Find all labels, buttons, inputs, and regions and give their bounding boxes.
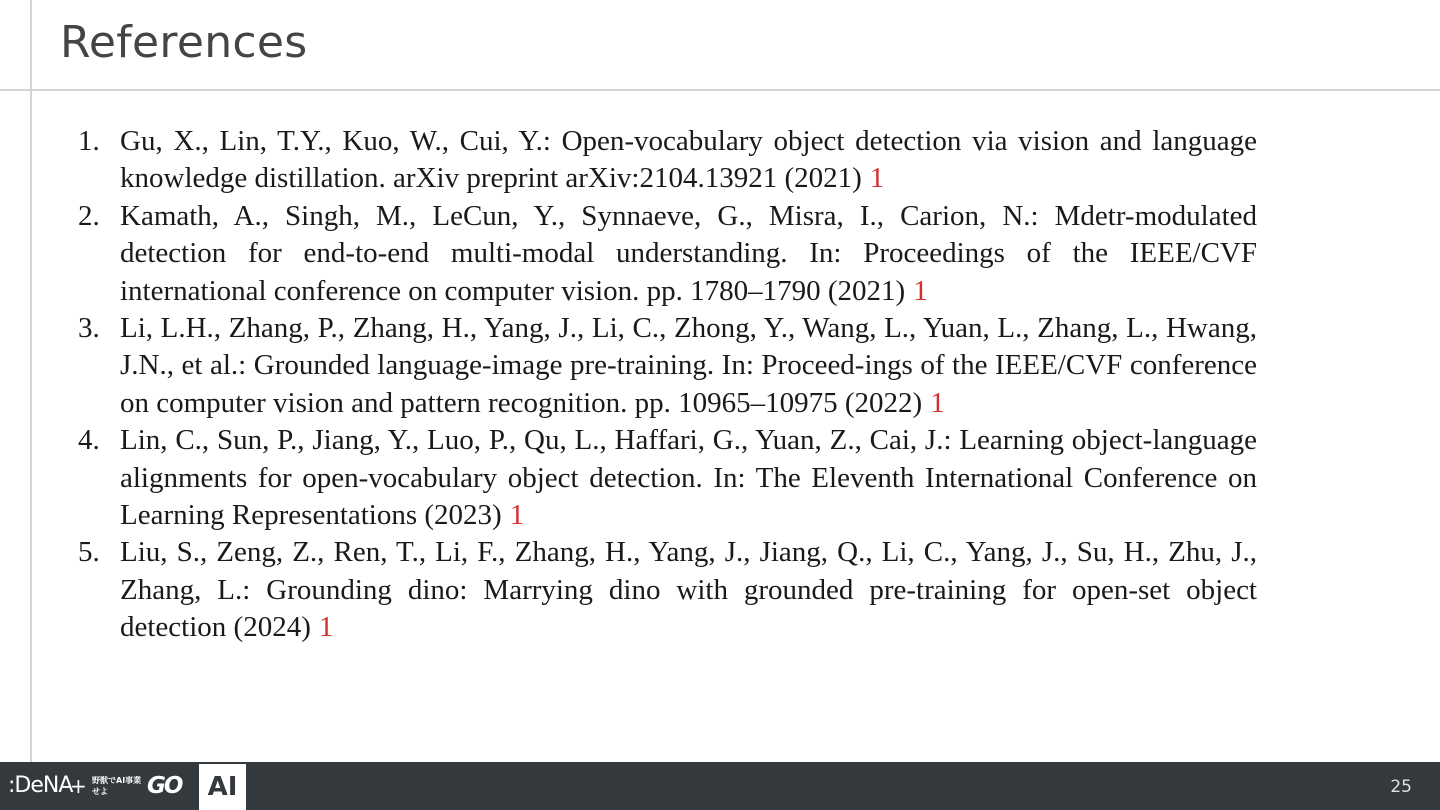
reference-number: 2.: [78, 199, 100, 232]
reference-text: Kamath, A., Singh, M., LeCun, Y., Synnaeve, G., Misra, I., Carion, N.: Mdetr-modulated detection for end-to-end multi-modal understanding. In: Proceedings of the IEEE/CVF international conference on computer vision. pp. 1780–1790 (2021): [120, 199, 1257, 307]
footer-bar: [0, 762, 1440, 810]
reference-item: [78, 198, 1257, 310]
go-logo: GO: [147, 773, 182, 799]
reference-item: [78, 422, 1257, 534]
reference-number: 4.: [78, 424, 100, 457]
japanese-slogan-logo: 野獣でAI事業せよ: [92, 776, 142, 796]
reference-item: [78, 534, 1257, 646]
reference-text: Lin, C., Sun, P., Jiang, Y., Luo, P., Qu, L., Haffari, G., Yuan, Z., Cai, J.: Learning object-language alignments for open-vocabulary object detection. In: The Eleventh International Conference on Learning Representations (2023): [120, 424, 1257, 532]
reference-item: [78, 310, 1257, 422]
reference-number: 3.: [78, 312, 100, 345]
slide-title: References: [60, 17, 308, 68]
dena-logo: :DeNA: [8, 773, 73, 798]
ai-logo-text: AI: [207, 772, 238, 802]
reference-number: 1.: [78, 125, 100, 157]
reference-item: [78, 123, 1257, 198]
backref-link[interactable]: 1: [869, 162, 885, 195]
backref-link[interactable]: 1: [913, 274, 928, 307]
references-list: [78, 123, 1257, 647]
page-number: 25: [1390, 777, 1412, 797]
title-divider-line: [0, 89, 1440, 91]
left-divider-line: [30, 0, 32, 762]
reference-number: 5.: [78, 536, 100, 569]
reference-text: Gu, X., Lin, T.Y., Kuo, W., Cui, Y.: Open-vocabulary object detection via vision and language knowledge distillation. arXiv preprint arXiv:2104.13921 (2021): [120, 125, 1257, 195]
logo-plus-sign: +: [70, 774, 87, 798]
backref-link[interactable]: 1: [509, 499, 525, 532]
reference-text: Liu, S., Zeng, Z., Ren, T., Li, F., Zhang, H., Yang, J., Jiang, Q., Li, C., Yang, J., Su, H., Zhu, J., Zhang, L.: Grounding dino: Marrying dino with grounded pre-training for open-set object detection (2024): [120, 536, 1257, 644]
backref-link[interactable]: 1: [930, 386, 945, 419]
reference-text: Li, L.H., Zhang, P., Zhang, H., Yang, J., Li, C., Zhong, Y., Wang, L., Yuan, L., Zhang, L., Hwang, J.N., et al.: Grounded language-image pre-training. In: Proceed-ings of the IEEE/CVF conference on computer vision and pattern recognition. pp. 10965–10975 (2022): [120, 312, 1257, 419]
backref-link[interactable]: 1: [318, 611, 334, 644]
ai-logo: [199, 764, 246, 810]
